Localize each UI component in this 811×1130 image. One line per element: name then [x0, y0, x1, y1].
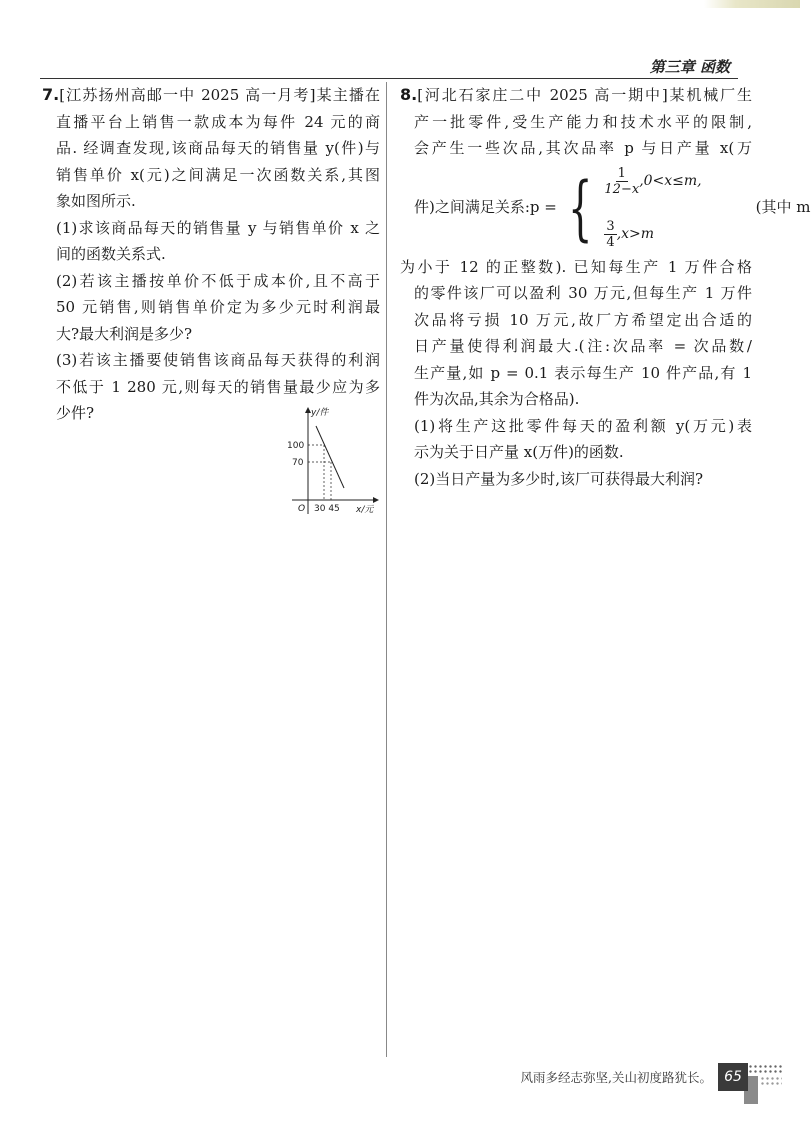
formula-case-1: $\frac{1}{12-x}$ ,0<x≤m, [604, 165, 702, 197]
question-8 [400, 82, 811, 492]
formula-case-2: $\frac{3}{4}$ ,x>m [606, 218, 655, 250]
q7-sub2-line-1: (2)若该主播按单价不低于成本价,且不高于 [56, 271, 380, 290]
q7-line-3: 品. 经调查发现,该商品每天的销售量 y(件)与 [56, 139, 380, 157]
origin-label: O [298, 504, 306, 514]
q7-line-1: 7.[江苏扬州高邮一中 2025 高一月考]某主播在 [42, 85, 380, 104]
q7-sub3-line-3: 少件? [56, 404, 95, 422]
footer-motto: 风雨多经志弥坚,关山初度路犹长。 [520, 1070, 712, 1085]
x-ticks: 30 45 [314, 504, 340, 514]
column-divider [386, 82, 387, 1057]
q8-number: 8. [400, 85, 418, 104]
sales-line [316, 426, 344, 488]
q7-sub3-line-1: (3)若该主播要使销售该商品每天获得的利润 [56, 351, 380, 369]
q8-line-1: 8.[河北石家庄二中 2025 高一期中]某机械厂生 [400, 85, 752, 104]
q8-line-8: 生产量,如 p = 0.1 表示每生产 10 件产品,有 1 [414, 363, 752, 382]
q8-line-9: 件为次品,其余为合格品). [414, 390, 580, 408]
fraction-2: $\frac{3}{4}$ [606, 218, 615, 250]
formula-prefix: 件)之间满足关系:p = [414, 198, 557, 217]
left-brace: { [567, 166, 593, 249]
decor-dots [748, 1064, 782, 1074]
formula-cases [604, 166, 701, 250]
q7-line-2: 直播平台上销售一款成本为每件 24 元的商 [56, 112, 380, 131]
page-number: 65 [718, 1063, 748, 1091]
q8-line-4: 为小于 12 的正整数). 已知每生产 1 万件合格 [400, 257, 752, 276]
decor-dots-2 [760, 1076, 782, 1086]
q7-number: 7. [42, 85, 60, 104]
q8-line-7: 日产量使得利润最大.(注:次品率 = 次品数/ [414, 337, 752, 355]
formula-suffix: (其中 m [755, 198, 811, 217]
question-7 [42, 82, 380, 427]
q7-sub2-line-3: 大?最大利润是多少? [56, 324, 193, 343]
q8-sub1-line-1: (1)将生产这批零件每天的盈利额 y(万元)表 [414, 416, 752, 435]
q7-line-4: 销售单价 x(元)之间满足一次函数关系,其图 [56, 165, 380, 184]
y-tick-100: 100 [287, 441, 305, 451]
q7-sub1-line-1: (1)求该商品每天的销售量 y 与销售单价 x 之 [56, 218, 380, 237]
q8-line-2: 产一批零件,受生产能力和技术水平的限制, [414, 112, 752, 131]
chapter-header: 第三章 函数 [649, 58, 730, 76]
y-tick-70: 70 [292, 458, 304, 468]
top-decor-bar [0, 0, 800, 8]
q8-sub2-line-1: (2)当日产量为多少时,该厂可获得最大利润? [414, 469, 704, 488]
q7-sales-graph [282, 404, 382, 524]
q7-sub2-line-2: 50 元销售,则销售单价定为多少元时利润最 [56, 298, 380, 316]
q8-line-3: 会产生一些次品,其次品率 p 与日产量 x(万 [414, 139, 752, 157]
q7-sub1-line-2: 间的函数关系式. [56, 245, 166, 263]
q7-sub3-line-2: 不低于 1 280 元,则每天的销售量最少应为多 [56, 377, 380, 396]
fraction-1: $\frac{1}{12-x}$ [604, 165, 640, 197]
q8-line-5: 的零件该厂可以盈利 30 万元,但每生产 1 万件 [414, 284, 752, 302]
q8-piecewise-formula [400, 162, 811, 254]
x-axis-label: x/元 [356, 505, 374, 515]
header-rule [40, 78, 738, 79]
q8-sub1-line-2: 示为关于日产量 x(万件)的函数. [414, 443, 624, 461]
q8-line-6: 次品将亏损 10 万元,故厂方希望定出合适的 [414, 310, 752, 329]
y-axis-label: y/件 [311, 408, 329, 418]
q7-line-5: 象如图所示. [56, 192, 136, 210]
